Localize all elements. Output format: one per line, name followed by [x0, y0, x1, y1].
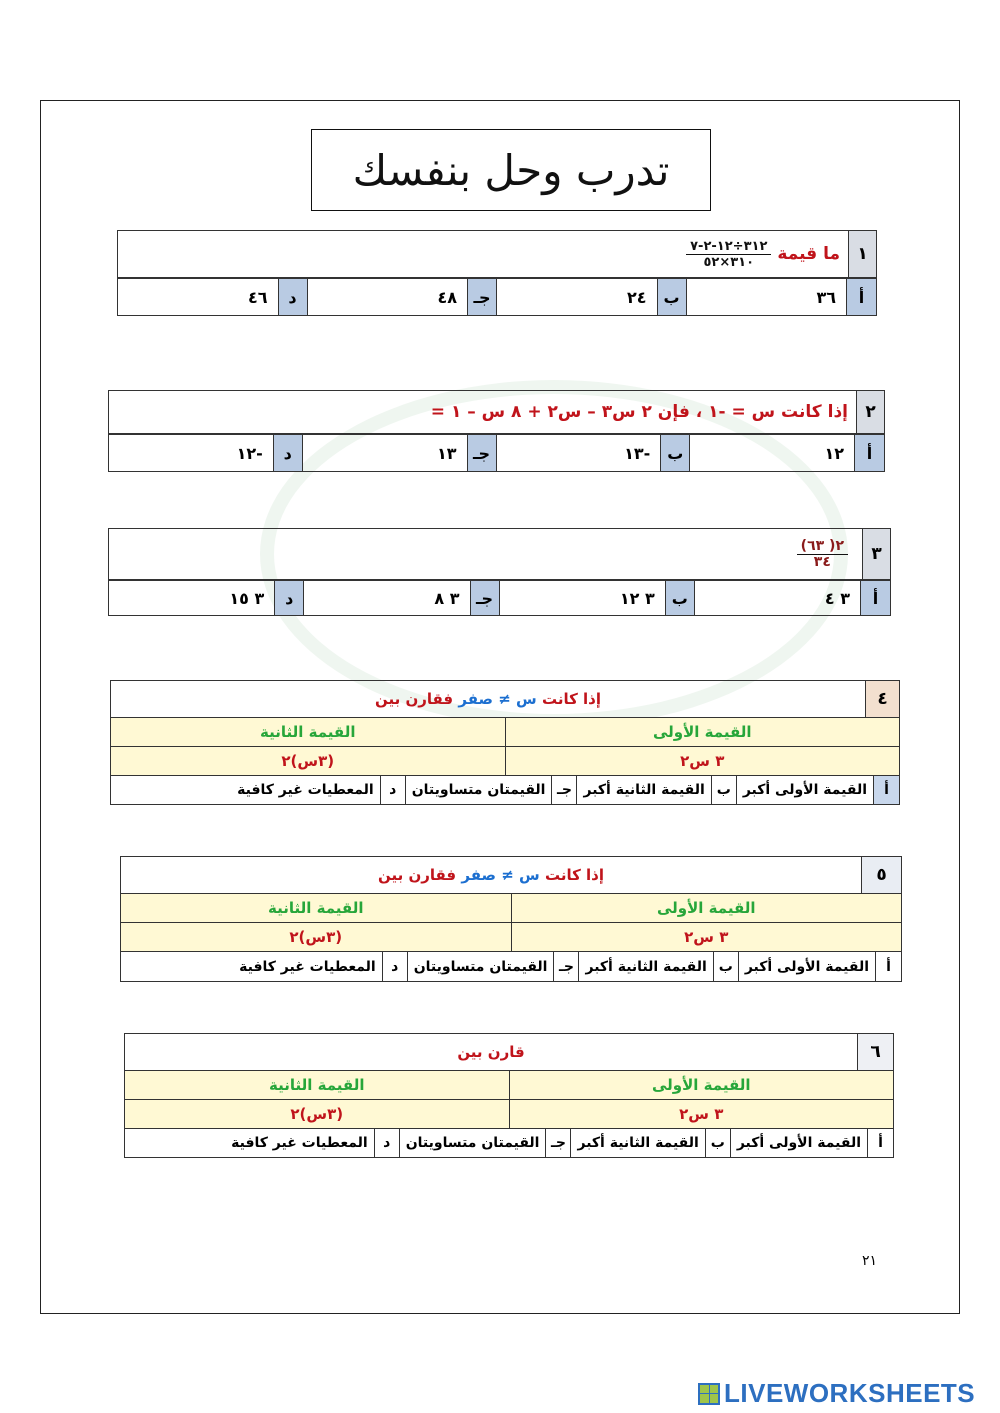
question-6-stem	[124, 1033, 894, 1071]
question-1	[117, 230, 877, 318]
second-value: (٣س)٢	[281, 752, 335, 770]
option-c-value[interactable]: القيمتان متساويتان	[413, 958, 548, 975]
condition-prefix: إذا كانت	[541, 690, 602, 708]
page-title: تدرب وحل بنفسك	[311, 129, 711, 211]
question-2	[108, 390, 885, 474]
option-b-letter[interactable]: ب	[657, 279, 687, 315]
options-row	[110, 775, 900, 805]
option-c-letter[interactable]: جـ	[467, 279, 497, 315]
fraction	[797, 539, 848, 570]
option-a-letter[interactable]: أ	[875, 952, 901, 981]
option-c-letter[interactable]: جـ	[470, 581, 500, 615]
option-a-letter[interactable]: أ	[860, 581, 890, 615]
option-a-letter[interactable]: أ	[873, 776, 899, 804]
option-c-letter[interactable]: جـ	[467, 435, 497, 471]
option-a-letter[interactable]: أ	[846, 279, 876, 315]
condition-suffix: فقارن بين	[377, 866, 457, 884]
options-row	[108, 580, 891, 616]
second-value: (٣س)٢	[289, 928, 343, 946]
fraction-denominator: ٣٤	[813, 553, 831, 570]
first-value-label: القيمة الأولى	[511, 894, 902, 922]
question-prefix: ما قيمة	[777, 244, 840, 264]
options-row	[124, 1128, 894, 1158]
question-2-stem	[108, 390, 885, 434]
first-value-label: القيمة الأولى	[505, 718, 900, 746]
condition-variable: س ≠ صفر	[458, 690, 537, 708]
brand-logo-icon	[698, 1383, 720, 1405]
option-d-letter[interactable]: د	[374, 1129, 400, 1157]
option-d-value[interactable]: المعطيات غير كافية	[237, 782, 374, 798]
labels-row	[124, 1070, 894, 1100]
question-number: ٥	[861, 857, 901, 893]
option-c-value[interactable]: ٣ ٨	[434, 588, 460, 608]
first-value-label: القيمة الأولى	[509, 1071, 894, 1099]
condition-variable: س ≠ صفر	[461, 866, 540, 884]
second-value-label: القيمة الثانية	[268, 899, 364, 917]
option-d-letter[interactable]: د	[380, 776, 406, 804]
question-number: ٣	[862, 529, 890, 579]
option-d-value[interactable]: ٤٦	[247, 287, 268, 307]
option-c-letter[interactable]: جـ	[553, 952, 579, 981]
question-text	[121, 857, 861, 893]
option-b-value[interactable]: ٢٤	[626, 287, 647, 307]
option-d-value[interactable]: المعطيات غير كافية	[239, 958, 376, 975]
option-a-letter[interactable]: أ	[867, 1129, 893, 1157]
option-b-value[interactable]: القيمة الثانية أكبر	[585, 958, 707, 975]
option-d-value[interactable]: المعطيات غير كافية	[231, 1135, 368, 1151]
option-c-value[interactable]: ١٣	[436, 443, 457, 463]
option-c-value[interactable]: القيمتان متساويتان	[411, 782, 546, 798]
fraction-denominator: ٣١٠×٥٢	[703, 254, 755, 270]
brand-name: LIVEWORKSHEETS	[724, 1378, 976, 1408]
question-1-stem	[117, 230, 877, 278]
values-row	[110, 746, 900, 776]
brand-footer[interactable]	[698, 1378, 975, 1409]
option-d-letter[interactable]: د	[274, 581, 304, 615]
question-text	[111, 681, 865, 717]
question-text: إذا كانت س = -١ ، فإن ٢ س٣ – س٢ + ٨ س – ١ =	[430, 402, 848, 422]
option-a-value[interactable]: ٣٦	[816, 287, 836, 307]
condition-prefix: إذا كانت	[544, 866, 605, 884]
option-a-value[interactable]: القيمة الأولى أكبر	[744, 958, 869, 975]
options-row	[117, 278, 877, 316]
option-a-letter[interactable]: أ	[854, 435, 884, 471]
option-c-value[interactable]: القيمتان متساويتان	[405, 1135, 540, 1151]
option-b-value[interactable]: -١٣	[624, 443, 651, 463]
question-text: قارن بين	[457, 1043, 525, 1061]
values-row	[120, 922, 902, 952]
option-d-value[interactable]: -١٢	[236, 443, 263, 463]
option-b-letter[interactable]: ب	[665, 581, 695, 615]
option-b-letter[interactable]: ب	[705, 1129, 731, 1157]
question-number: ١	[848, 231, 876, 277]
question-5-stem	[120, 856, 902, 894]
question-3-stem	[108, 528, 891, 580]
question-number: ٢	[856, 391, 884, 433]
option-b-value[interactable]: ٣ ١٢	[619, 588, 655, 608]
option-d-letter[interactable]: د	[273, 435, 303, 471]
option-c-letter[interactable]: جـ	[551, 776, 577, 804]
second-value-label: القيمة الثانية	[260, 723, 356, 741]
options-row	[108, 434, 885, 472]
option-c-letter[interactable]: جـ	[545, 1129, 571, 1157]
question-4-stem	[110, 680, 900, 718]
second-value: (٣س)٢	[290, 1105, 344, 1123]
first-value: ٣ س٢	[505, 747, 900, 775]
question-4	[110, 680, 900, 806]
options-row	[120, 951, 902, 982]
question-number: ٦	[857, 1034, 893, 1070]
question-3	[108, 528, 891, 618]
option-b-letter[interactable]: ب	[660, 435, 690, 471]
fraction-numerator: ٢( ٦٣)	[797, 539, 848, 555]
option-b-letter[interactable]: ب	[713, 952, 739, 981]
page-number: ٢١	[862, 1253, 878, 1269]
option-d-letter[interactable]: د	[382, 952, 408, 981]
fraction	[686, 239, 771, 270]
option-a-value[interactable]: القيمة الأولى أكبر	[736, 1135, 861, 1151]
option-d-letter[interactable]: د	[278, 279, 308, 315]
second-value-label: القيمة الثانية	[269, 1076, 365, 1094]
first-value: ٣ س٢	[511, 923, 902, 951]
question-text	[672, 231, 848, 277]
option-b-value[interactable]: القيمة الثانية أكبر	[577, 1135, 699, 1151]
values-row	[124, 1099, 894, 1129]
condition-suffix: فقارن بين	[374, 690, 454, 708]
question-6	[124, 1033, 894, 1159]
question-number: ٤	[865, 681, 899, 717]
first-value: ٣ س٢	[509, 1100, 894, 1128]
option-a-value[interactable]: القيمة الأولى أكبر	[742, 782, 867, 798]
question-text	[783, 529, 862, 579]
labels-row	[110, 717, 900, 747]
option-c-value[interactable]: ٤٨	[437, 287, 457, 307]
labels-row	[120, 893, 902, 923]
option-b-letter[interactable]: ب	[711, 776, 737, 804]
option-a-value[interactable]: ٣ ٤	[824, 588, 850, 608]
option-d-value[interactable]: ٣ ١٥	[229, 588, 265, 608]
option-a-value[interactable]: ١٢	[824, 443, 844, 463]
question-5	[120, 856, 902, 984]
fraction-numerator: ٣١٢÷١٢-٢-٧	[686, 239, 771, 255]
option-b-value[interactable]: القيمة الثانية أكبر	[583, 782, 705, 798]
